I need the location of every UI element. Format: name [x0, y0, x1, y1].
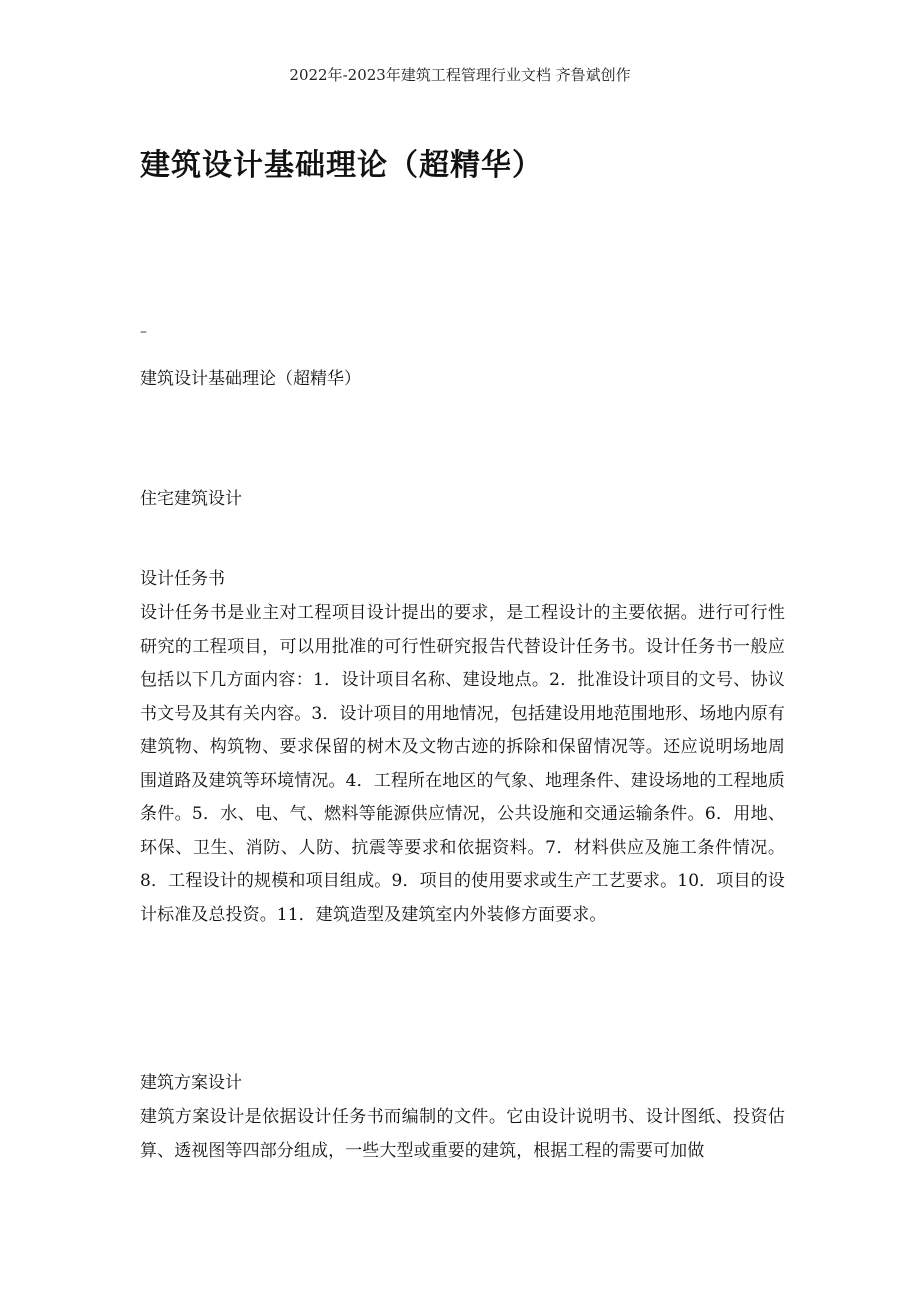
section-heading-scheme-design: 建筑方案设计: [140, 1073, 242, 1093]
section-heading-design-brief: 设计任务书: [140, 569, 225, 589]
chapter-heading: 住宅建筑设计: [140, 489, 242, 509]
document-subtitle: 建筑设计基础理论（超精华）: [140, 369, 361, 389]
page-header: 2022年-2023年建筑工程管理行业文档 齐鲁斌创作: [289, 66, 631, 84]
section-body-design-brief: 设计任务书是业主对工程项目设计提出的要求，是工程设计的主要依据。进行可行性研究的工程项目，可以用批准的可行性研究报告代替设计任务书。设计任务书一般应包括以下几方面内容：1．设计项目名称、建设地点。2．批准设计项目的文号、协议书文号及其有关内容。3．设计项目的用地情况，包括建设用地范围地形、场地内原有建筑物、构筑物、要求保留的树木及文物古迹的拆除和保留情况等。还应说明场地周围道路及建筑等环境情况。4．工程所在地区的气象、地理条件、建设场地的工程地质条件。5．水、电、气、燃料等能源供应情况，公共设施和交通运输条件。6．用地、环保、卫生、消防、人防、抗震等要求和依据资料。7．材料供应及施工条件情况。8．工程设计的规模和项目组成。9．项目的使用要求或生产工艺要求。10．项目的设计标准及总投资。11．建筑造型及建筑室内外装修方面要求。: [140, 603, 785, 925]
section-body-scheme-design: 建筑方案设计是依据设计任务书而编制的文件。它由设计说明书、设计图纸、投资估算、透视图等四部分组成，一些大型或重要的建筑，根据工程的需要可加做: [140, 1107, 785, 1161]
dash-mark: –: [140, 324, 147, 340]
document-title: 建筑设计基础理论（超精华）: [140, 148, 543, 183]
